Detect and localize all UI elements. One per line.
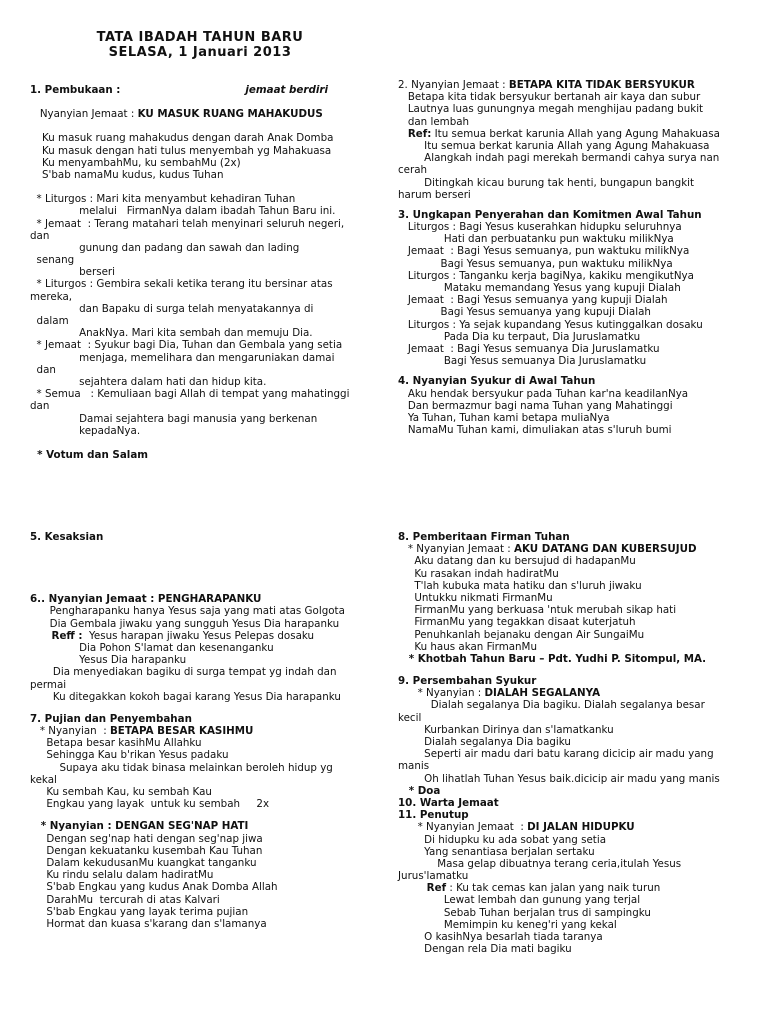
section-8-heading: 8. Pemberitaan Firman Tuhan — [398, 531, 570, 543]
section-6-lyrics — [30, 605, 382, 629]
text-line: Bagi Yesus semuanya yang kupuji Dialah — [398, 306, 651, 319]
text-line: Dia Pohon S'lamat dan kesenanganku — [30, 641, 274, 654]
text-line: Hati dan perbuatanku pun waktuku milikNya — [398, 233, 674, 246]
section-6-ref: Reff : Yesus harapan jiwaku Yesus Pelepas dosaku — [30, 629, 315, 642]
doa-line: * Doa — [398, 784, 441, 797]
text-line: Jemaat : Bagi Yesus semuanya yang kupuji Dialah — [398, 294, 668, 307]
section-11-lyrics — [398, 834, 750, 883]
section-7-heading: 7. Pujian dan Penyembahan — [30, 712, 192, 725]
section-6-ref-lyrics — [30, 642, 382, 703]
sermon-line: * Khotbah Tahun Baru – Pdt. Yudhi P. Sitompul, MA. — [398, 652, 707, 665]
section-11-heading: 11. Penutup — [398, 809, 469, 822]
text-line: Ya Tuhan, Tuhan kami betapa muliaNya — [398, 411, 610, 424]
text-line: DarahMu tercurah di atas Kalvari — [30, 893, 220, 906]
text-line: Dialah segalanya Dia bagiku. Dialah segalanya besar — [398, 699, 705, 712]
section-1-heading: 1. Pembukaan : jemaat berdiri — [30, 84, 328, 96]
text-line: Alangkah indah pagi merekah bermandi cahya surya nan — [398, 152, 720, 165]
text-line: melalui FirmanNya dalam ibadah Tahun Baru ini. — [30, 205, 336, 218]
section-7b-song: * Nyanyian : DENGAN SEG'NAP HATI — [30, 820, 249, 833]
text-line: Engkau yang layak untuk ku sembah 2x — [30, 798, 270, 811]
right-bottom-column — [398, 531, 750, 955]
text-line: Dia menyediakan bagiku di surga tempat yg indah dan — [30, 666, 337, 679]
text-line: Aku hendak bersyukur pada Tuhan kar'na keadilanNya — [398, 387, 689, 400]
section-7a-song: * Nyanyian : BETAPA BESAR KASIHMU — [30, 725, 254, 738]
section-7a-lyrics — [30, 737, 382, 810]
section-4-heading: 4. Nyanyian Syukur di Awal Tahun — [398, 375, 596, 388]
section-1-liturgy — [30, 193, 382, 437]
left-top-column — [30, 84, 382, 461]
section-3-heading: 3. Ungkapan Penyerahan dan Komitmen Awal Tahun — [398, 208, 702, 221]
section-11-ref: Ref : Ku tak cemas kan jalan yang naik turun — [398, 882, 661, 895]
text-line: berseri — [30, 266, 115, 279]
text-line: permai — [30, 678, 67, 691]
document-title: TATA IBADAH TAHUN BARU — [96, 30, 304, 45]
text-line: dan — [30, 363, 56, 376]
text-line: Pengharapanku hanya Yesus saja yang mati atas Golgota — [30, 605, 345, 618]
text-line: Ku masuk dengan hati tulus menyembah yg Mahakuasa — [42, 144, 332, 157]
text-line: Bagi Yesus semuanya Dia Juruslamatku — [398, 355, 647, 368]
text-line: Kurbankan Dirinya dan s'lamatkanku — [398, 723, 614, 736]
section-2-lyrics — [398, 91, 750, 128]
text-line: dan — [30, 400, 50, 413]
text-line: FirmanMu yang tegakkan disaat kuterjatuh — [398, 616, 636, 629]
section-11-ref-lyrics — [398, 894, 750, 955]
left-bottom-column — [30, 531, 382, 930]
text-line: Yang senantiasa berjalan sertaku — [398, 845, 595, 858]
section-2-ref-lyrics — [398, 140, 750, 201]
text-line: kepadaNya. — [30, 424, 141, 437]
text-line: Yesus Dia harapanku — [30, 654, 187, 667]
votum-salam: * Votum dan Salam — [30, 448, 148, 461]
text-line: NamaMu Tuhan kami, dimuliakan atas s'luruh bumi — [398, 424, 672, 437]
text-line: S'bab Engkau yang layak terima pujian — [30, 905, 249, 918]
text-line: AnakNya. Mari kita sembah dan memuju Dia. — [30, 327, 313, 340]
text-line: Jurus'lamatku — [398, 870, 469, 883]
section-8-lyrics — [398, 555, 750, 653]
text-line: Dengan kekuatanku kusembah Kau Tuhan — [30, 844, 263, 857]
text-line: * Liturgos : Gembira sekali ketika terang itu bersinar atas — [30, 278, 333, 291]
text-line: cerah — [398, 164, 428, 177]
section-9-song: * Nyanyian : DIALAH SEGALANYA — [398, 687, 601, 700]
text-line: Pada Dia ku terpaut, Dia Juruslamatku — [398, 330, 641, 343]
text-line: S'bab Engkau yang kudus Anak Domba Allah — [30, 881, 278, 894]
text-line: Liturgos : Bagi Yesus kuserahkan hidupku seluruhnya — [398, 221, 682, 234]
section-10-heading: 10. Warta Jemaat — [398, 796, 499, 809]
text-line: Untukku nikmati FirmanMu — [398, 591, 553, 604]
section-2-ref: Ref: Itu semua berkat karunia Allah yang Agung Mahakuasa — [407, 127, 720, 140]
text-line: Dia Gembala jiwaku yang sungguh Yesus Dia harapanku — [30, 617, 340, 630]
text-line: Ku masuk ruang mahakudus dengan darah Anak Domba — [42, 132, 334, 145]
text-line: Lautnya luas gunungnya megah menghijau padang bukit — [398, 103, 704, 116]
text-line: Lewat lembah dan gunung yang terjal — [398, 894, 641, 907]
text-line: menjaga, memelihara dan mengaruniakan damai — [30, 351, 335, 364]
text-line: Jemaat : Bagi Yesus semuanya, pun waktuku milikNya — [398, 245, 690, 258]
text-line: mereka, — [30, 290, 73, 303]
section-11-song: * Nyanyian Jemaat : DI JALAN HIDUPKU — [398, 821, 635, 834]
text-line: dalam — [30, 315, 69, 327]
text-line: sejahtera dalam hati dan hidup kita. — [30, 375, 267, 388]
text-line: Aku datang dan ku bersujud di hadapanMu — [398, 555, 636, 568]
text-line: O kasihNya besarlah tiada taranya — [398, 931, 603, 943]
document-date: SELASA, 1 Januari 2013 — [108, 45, 292, 60]
text-line: Ditingkah kicau burung tak henti, bungapun bangkit — [398, 176, 695, 189]
page-title — [0, 30, 400, 60]
text-line: Betapa besar kasihMu Allahku — [30, 737, 202, 750]
text-line: Penuhkanlah bejanaku dengan Air SungaiMu — [398, 628, 645, 641]
text-line: Ku sembah Kau, ku sembah Kau — [30, 786, 212, 798]
text-line: Sehingga Kau b'rikan Yesus padaku — [30, 749, 229, 762]
text-line: FirmanMu yang berkuasa 'ntuk merubah sikap hati — [398, 604, 677, 617]
text-line: dan Bapaku di surga telah menyatakannya di — [30, 302, 314, 315]
text-line: Di hidupku ku ada sobat yang setia — [398, 833, 607, 846]
text-line: Ku haus akan FirmanMu — [398, 640, 537, 653]
text-line: kekal — [30, 773, 57, 786]
text-line: Ku rindu selalu dalam hadiratMu — [30, 869, 214, 882]
text-line: Ku ditegakkan kokoh bagai karang Yesus Dia harapanku — [30, 690, 341, 703]
text-line: * Liturgos : Mari kita menyambut kehadiran Tuhan — [30, 193, 296, 206]
section-7b-lyrics — [30, 833, 382, 931]
section-9-heading: 9. Persembahan Syukur — [398, 675, 537, 688]
right-top-column — [398, 79, 750, 436]
section-4-lyrics — [398, 388, 750, 437]
text-line: harum berseri — [398, 188, 471, 201]
text-line: Seperti air madu dari batu karang dicicip air madu yang — [398, 748, 714, 761]
text-line: Oh lihatlah Tuhan Yesus baik.dicicip air madu yang manis — [398, 772, 720, 785]
text-line: * Jemaat : Syukur bagi Dia, Tuhan dan Gembala yang setia — [30, 339, 343, 352]
text-line: Dengan seg'nap hati dengan seg'nap jiwa — [30, 832, 263, 845]
text-line: Dan bermazmur bagi nama Tuhan yang Mahatinggi — [398, 399, 673, 412]
section-5-heading: 5. Kesaksian — [30, 531, 104, 543]
text-line: senang — [30, 254, 75, 267]
text-line: S'bab namaMu kudus, kudus Tuhan — [42, 168, 224, 181]
text-line: Liturgos : Tanganku kerja bagiNya, kakiku mengikutNya — [398, 269, 694, 282]
text-line: Damai sejahtera bagi manusia yang berkenan — [30, 412, 318, 425]
text-line: Ku rasakan indah hadiratMu — [398, 567, 559, 580]
section-1-lyrics — [30, 132, 382, 181]
text-line: Supaya aku tidak binasa melainkan beroleh hidup yg — [30, 761, 333, 774]
text-line: Masa gelap dibuatnya terang ceria,itulah Yesus — [398, 857, 682, 870]
text-line: gunung dan padang dan sawah dan lading — [30, 241, 300, 254]
section-9-lyrics — [398, 699, 750, 784]
text-line: Betapa kita tidak bersyukur bertanah air kaya dan subur — [398, 91, 701, 104]
section-1-song: Nyanyian Jemaat : KU MASUK RUANG MAHAKUDUS — [39, 108, 323, 121]
text-line: Itu semua berkat karunia Allah yang Agung Mahakuasa — [398, 139, 710, 152]
text-line: Jemaat : Bagi Yesus semuanya Dia Juruslamatku — [398, 342, 660, 355]
section-8-song: * Nyanyian Jemaat : AKU DATANG DAN KUBERSUJUD — [398, 543, 697, 556]
section-2-heading: 2. Nyanyian Jemaat : BETAPA KITA TIDAK BERSYUKUR — [398, 79, 695, 91]
text-line: kecil — [398, 711, 422, 724]
text-line: dan lembah — [398, 115, 470, 128]
text-line: T'lah kubuka mata hatiku dan s'luruh jiwaku — [398, 579, 642, 592]
text-line: manis — [398, 760, 430, 773]
text-line: Liturgos : Ya sejak kupandang Yesus kutinggalkan dosaku — [398, 318, 703, 331]
text-line: Bagi Yesus semuanya, pun waktuku milikNya — [398, 257, 673, 270]
section-6-heading: 6.. Nyanyian Jemaat : PENGHARAPANKU — [30, 593, 262, 606]
section-3-liturgy — [398, 221, 750, 367]
text-line: Memimpin ku keneg'ri yang kekal — [398, 918, 617, 931]
text-line: * Semua : Kemuliaan bagi Allah di tempat yang mahatinggi — [30, 388, 350, 401]
text-line: Sebab Tuhan berjalan trus di sampingku — [398, 906, 651, 919]
text-line: Dalam kekudusanMu kuangkat tanganku — [30, 856, 257, 869]
text-line: Dengan rela Dia mati bagiku — [398, 943, 572, 956]
text-line: Ku menyambahMu, ku sembahMu (2x) — [42, 156, 241, 169]
text-line: Dialah segalanya Dia bagiku — [398, 736, 571, 748]
text-line: Mataku memandang Yesus yang kupuji Dialah — [398, 282, 681, 294]
text-line: Hormat dan kuasa s'karang dan s'lamanya — [30, 917, 267, 930]
text-line: dan — [30, 229, 50, 242]
text-line: * Jemaat : Terang matahari telah menyinari seluruh negeri, — [30, 217, 345, 230]
